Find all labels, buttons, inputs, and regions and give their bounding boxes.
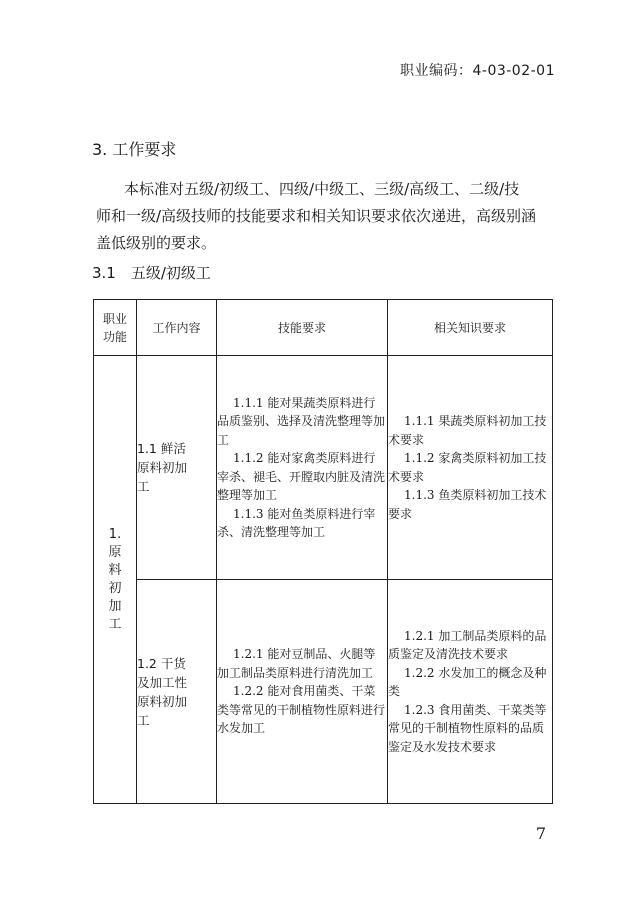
skill-cell (217, 580, 388, 804)
table-header-row (94, 300, 553, 356)
knowledge-item: 1.1.2 家禽类原料初加工技术要求 (388, 451, 547, 484)
skill-item: 1.2.2 能对食用菌类、干菜类等常见的干制植物性原料进行水发加工 (217, 684, 386, 736)
function-char: 初 (108, 580, 122, 596)
function-char: 加 (108, 598, 122, 614)
occupation-code: 职业编码：4-03-02-01 (399, 63, 555, 79)
subsection-title: 3.1 五级/初级工 (92, 264, 211, 282)
skill-item: 1.1.2 能对家禽类原料进行宰杀、褪毛、开膛取内脏及清洗整理等加工 (217, 451, 386, 502)
knowledge-cell (388, 356, 553, 580)
content-cell: 1.2 干货及加工性原料初加工 (137, 580, 217, 804)
requirements-table (93, 299, 553, 804)
header-knowledge: 相关知识要求 (388, 300, 553, 356)
content-cell: 1.1 鲜活原料初加工 (137, 356, 217, 580)
table-row (94, 580, 553, 804)
skill-item: 1.2.1 能对豆制品、火腿等加工制品类原料进行清洗加工 (217, 647, 376, 680)
function-char: 原 (108, 544, 122, 560)
knowledge-item: 1.1.3 鱼类原料初加工技术要求 (388, 488, 547, 521)
knowledge-item: 1.2.1 加工制品类原料的品质鉴定及清洗技术要求 (388, 628, 547, 662)
page-number: 7 (535, 824, 546, 843)
paragraph-line-1: 本标准对五级/初级工、四级/中级工、三级/高级工、二级/技 (124, 180, 520, 198)
section-title: 3. 工作要求 (92, 140, 177, 159)
knowledge-cell (388, 580, 553, 804)
skill-cell (217, 356, 388, 580)
function-cell (94, 356, 137, 804)
skill-item: 1.1.1 能对果蔬类原料进行品质鉴别、选择及清洗整理等加工 (217, 395, 386, 447)
function-char: 1. (108, 526, 122, 542)
knowledge-item: 1.1.1 果蔬类原料初加工技术要求 (388, 414, 547, 447)
header-content: 工作内容 (137, 300, 217, 356)
function-char: 工 (108, 616, 122, 632)
table-row (94, 356, 553, 580)
knowledge-item: 1.2.2 水发加工的概念及种类 (388, 665, 547, 699)
header-skill: 技能要求 (217, 300, 388, 356)
function-char: 料 (108, 562, 122, 578)
paragraph-line-2: 师和一级/高级技师的技能要求和相关知识要求依次递进，高级别涵 (96, 207, 537, 225)
knowledge-item: 1.2.3 食用菌类、干菜类等常见的干制植物性原料的品质鉴定及水发技术要求 (388, 702, 547, 754)
skill-item: 1.1.3 能对鱼类原料进行宰杀、清洗整理等加工 (217, 506, 376, 539)
paragraph-line-3: 盖低级别的要求。 (96, 234, 217, 252)
header-function: 职业功能 (94, 300, 137, 356)
